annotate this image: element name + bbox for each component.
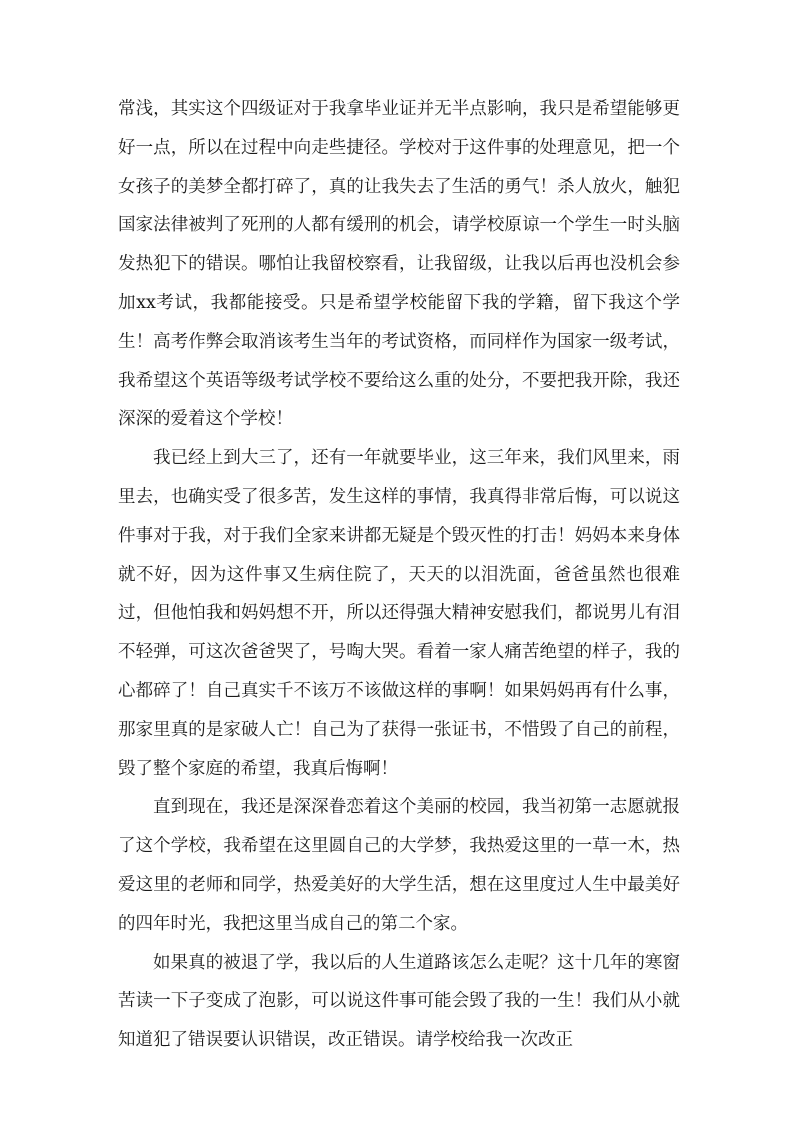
paragraph-4: 如果真的被退了学，我以后的人生道路该怎么走呢？这十几年的寒窗苦读一下子变成了泡影，可以说这件事可能会毁了我的一生！我们从小就知道犯了错误要认识错误，改正错误。请学校给我一次改正 [118, 952, 680, 1051]
paragraph-3: 直到现在，我还是深深眷恋着这个美丽的校园，我当初第一志愿就报了这个学校，我希望在这里圆自己的大学梦，我热爱这里的一草一木，热爱这里的老师和同学，热爱美好的大学生活，想在这里度过人生中最美好的四年时光，我把这里当成自己的第二个家。 [118, 797, 680, 934]
paragraph-1: 常浅，其实这个四级证对于我拿毕业证并无半点影响，我只是希望能够更好一点，所以在过程中向走些捷径。学校对于这件事的处理意见，把一个女孩子的美梦全都打碎了，真的让我失去了生活的勇气！杀人放火，触犯国家法律被判了死刑的人都有缓刑的机会，请学校原谅一个学生一时头脑发热犯下的错误。哪怕让我留校察看，让我留级，让我以后再也没机会参加xx考试，我都能接受。只是希望学校能留下我的学籍，留下我这个学生！高考作弊会取消该考生当年的考试资格，而同样作为国家一级考试，我希望这个英语等级考试学校不要给这么重的处分，不要把我开除，我还深深的爱着这个学校！ [118, 99, 680, 430]
paragraph-2: 我已经上到大三了，还有一年就要毕业，这三年来，我们风里来，雨里去，也确实受了很多苦，发生这样的事情，我真得非常后悔，可以说这件事对于我，对于我们全家来讲都无疑是个毁灭性的打击！妈妈本来身体就不好，因为这件事又生病住院了，天天的以泪洗面，爸爸虽然也很难过，但他怕我和妈妈想不开，所以还得强大精神安慰我们，都说男儿有泪不轻弹，可这次爸爸哭了，号啕大哭。看着一家人痛苦绝望的样子，我的心都碎了！自己真实千不该万不该做这样的事啊！如果妈妈再有什么事，那家里真的是家破人亡！自己为了获得一张证书，不惜毁了自己的前程，毁了整个家庭的希望，我真后悔啊！ [118, 448, 680, 779]
document-body [118, 90, 680, 1060]
